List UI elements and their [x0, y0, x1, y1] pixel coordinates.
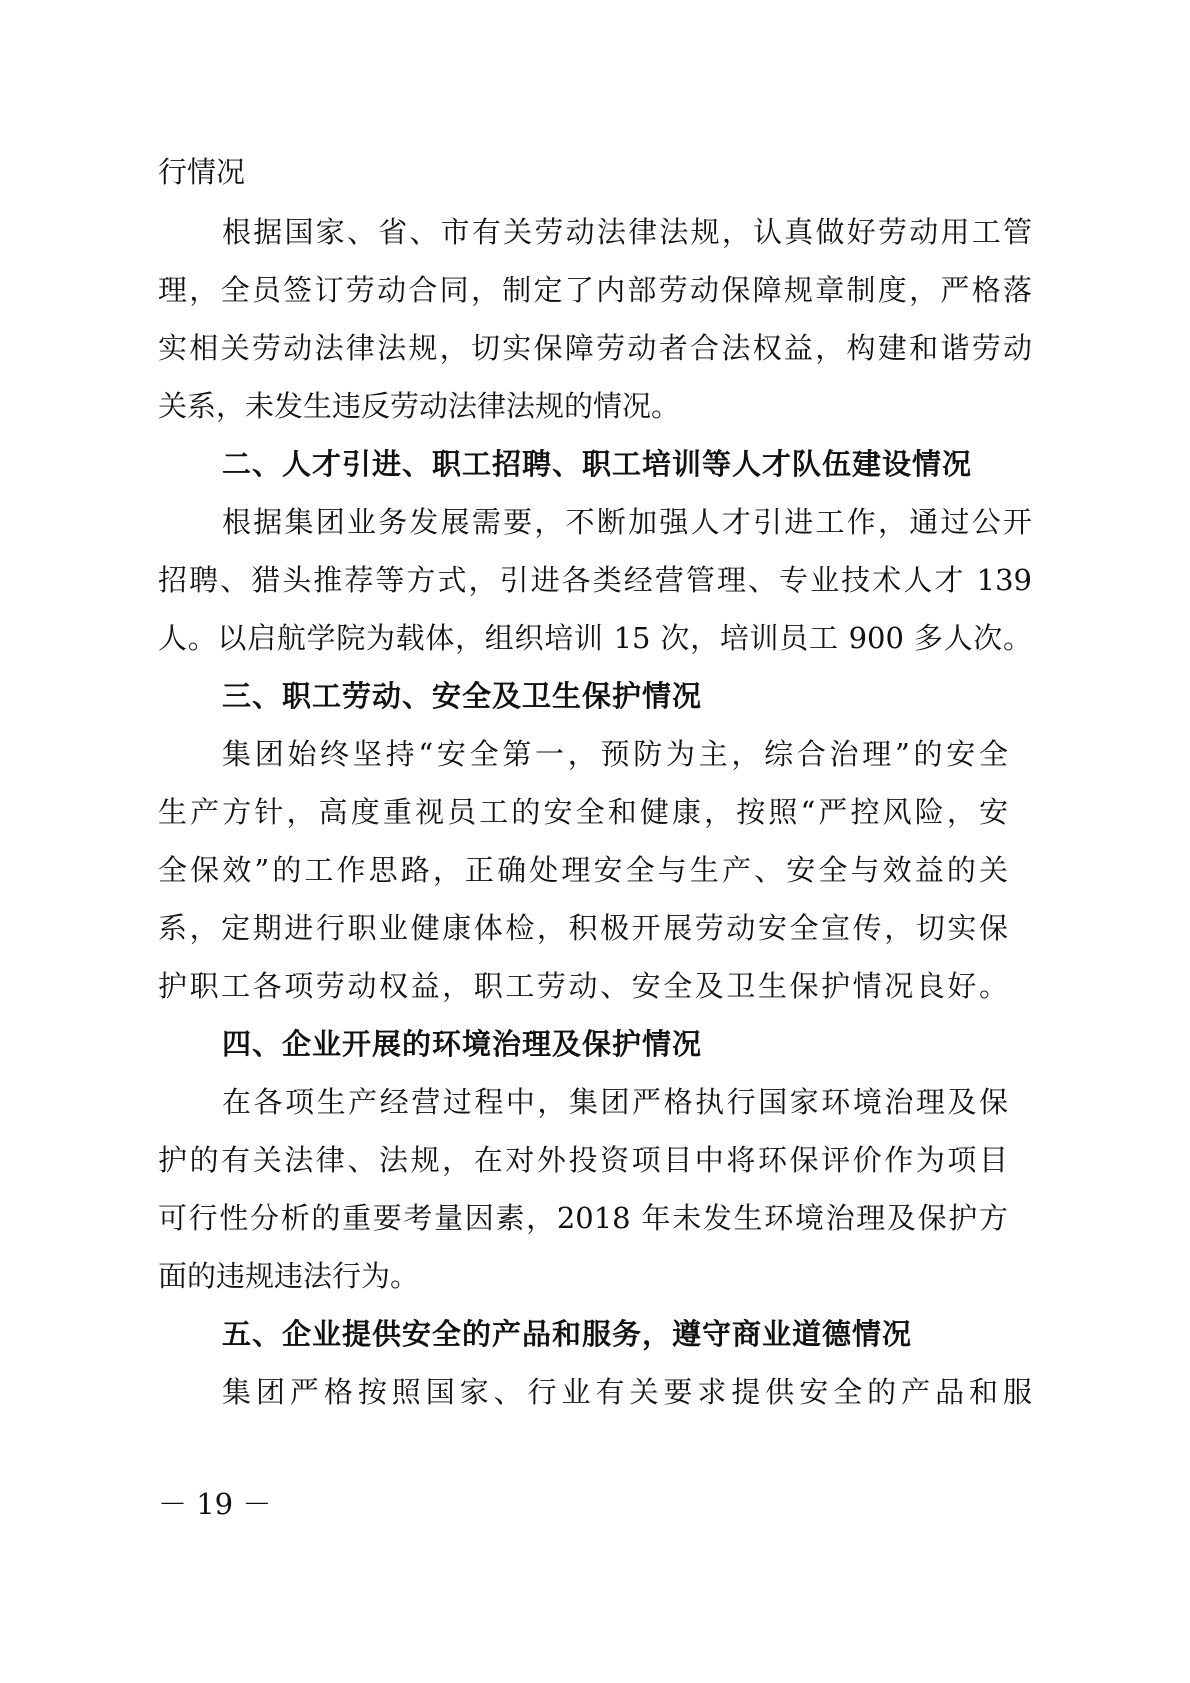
paragraph-line: 招聘、猎头推荐等方式，引进各类经营管理、专业技术人才 139 [158, 563, 1032, 597]
paragraph-line: 可行性分析的重要考量因素，2018 年未发生环境治理及保护方 [158, 1201, 1008, 1235]
section-heading: 五、企业提供安全的产品和服务，遵守商业道德情况 [222, 1317, 913, 1351]
section-heading: 四、企业开展的环境治理及保护情况 [222, 1027, 703, 1061]
section-heading: 三、职工劳动、安全及卫生保护情况 [222, 679, 703, 713]
paragraph-line: 护的有关法律、法规，在对外投资项目中将环保评价作为项目 [158, 1143, 1008, 1177]
paragraph-line: 行情况 [158, 155, 246, 189]
paragraph-line: 系，定期进行职业健康体检，积极开展劳动安全宣传，切实保 [158, 911, 1008, 945]
paragraph-line: 人。以启航学院为载体，组织培训 15 次，培训员工 900 多人次。 [158, 621, 1032, 655]
paragraph-line: 护职工各项劳动权益，职工劳动、安全及卫生保护情况良好。 [158, 969, 1008, 1003]
paragraph-line: 集团始终坚持“安全第一，预防为主，综合治理”的安全 [222, 737, 1008, 771]
paragraph-line: 集团严格按照国家、行业有关要求提供安全的产品和服 [222, 1375, 1032, 1409]
paragraph-line: 理，全员签订劳动合同，制定了内部劳动保障规章制度，严格落 [158, 273, 1032, 307]
paragraph-line: 根据集团业务发展需要，不断加强人才引进工作，通过公开 [222, 505, 1032, 539]
paragraph-line: 关系，未发生违反劳动法律法规的情况。 [158, 389, 681, 423]
paragraph-line: 生产方针，高度重视员工的安全和健康，按照“严控风险，安 [158, 795, 1008, 829]
paragraph-line: 根据国家、省、市有关劳动法律法规，认真做好劳动用工管 [222, 215, 1032, 249]
paragraph-line: 实相关劳动法律法规，切实保障劳动者合法权益，构建和谐劳动 [158, 331, 1032, 365]
paragraph-line: 全保效”的工作思路，正确处理安全与生产、安全与效益的关 [158, 853, 1008, 887]
page-number: － 19 － [158, 1487, 272, 1521]
paragraph-line: 面的违规违法行为。 [158, 1259, 420, 1293]
paragraph-line: 在各项生产经营过程中，集团严格执行国家环境治理及保 [222, 1085, 1008, 1119]
section-heading: 二、人才引进、职工招聘、职工培训等人才队伍建设情况 [222, 447, 973, 481]
